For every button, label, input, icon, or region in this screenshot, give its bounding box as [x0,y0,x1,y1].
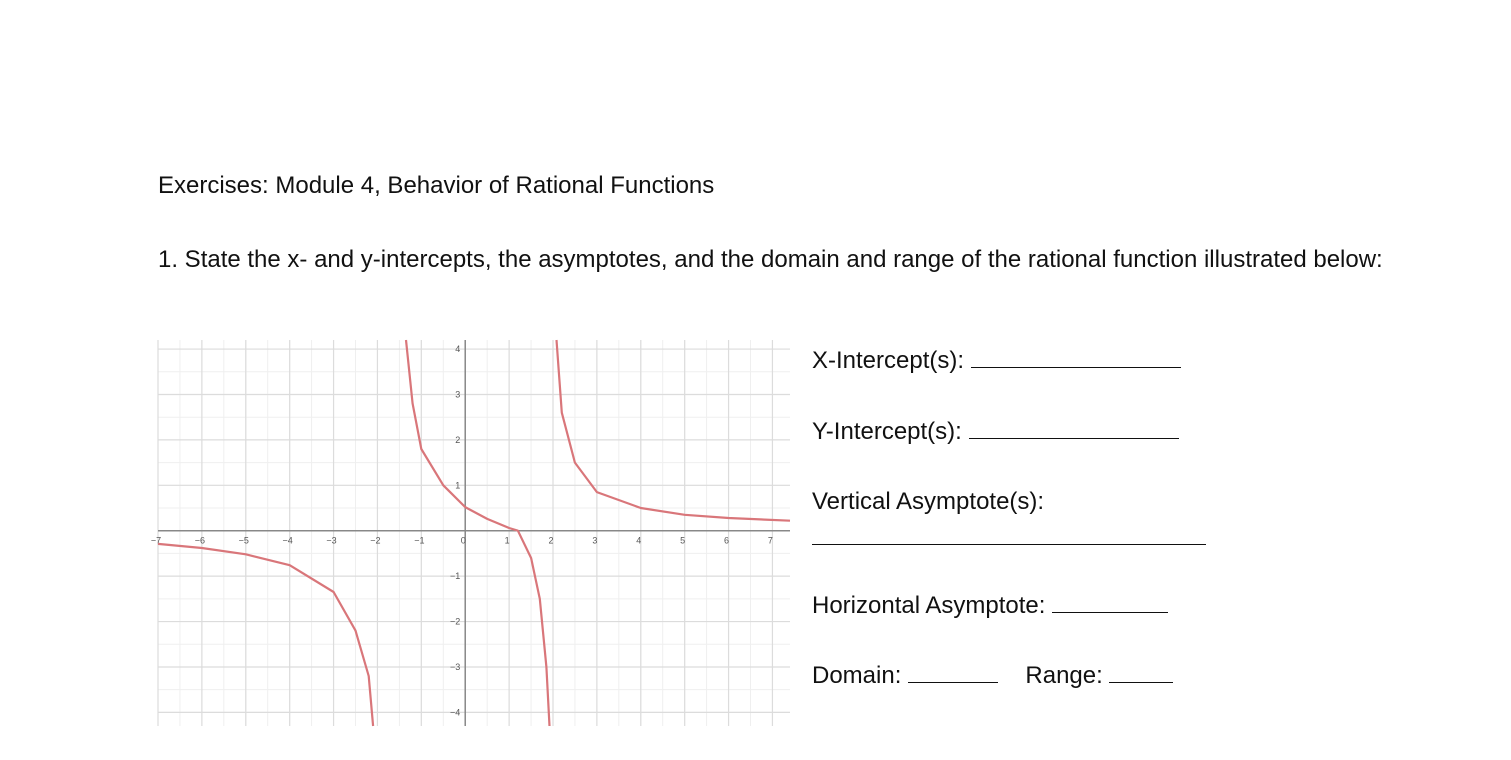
curve-branch-left [158,544,373,726]
x-tick-label: 4 [636,535,642,546]
range-blank[interactable] [1109,662,1173,683]
x-tick-label: −2 [370,535,381,546]
x-tick-label: −4 [282,535,293,546]
y-tick-label: 1 [455,480,461,491]
x-tick-label: 7 [767,535,773,546]
vertical-asymptote-blank[interactable] [812,524,1206,545]
y-tick-label: −1 [449,571,461,582]
curve-branch-middle [406,340,550,726]
y-tick-label: −4 [449,707,461,718]
vertical-asymptote-answer-line [812,524,1206,552]
y-tick-label: −2 [449,616,461,627]
domain-blank[interactable] [908,662,998,683]
x-tick-label: 6 [724,535,730,546]
horizontal-asymptote-label: Horizontal Asymptote: [812,592,1046,619]
x-tick-label: −3 [326,535,337,546]
x-tick-label: −6 [194,535,206,546]
x-tick-label: 2 [548,535,554,546]
y-intercept-field [812,418,1179,446]
x-tick-label: 1 [504,535,510,546]
y-intercept-blank[interactable] [969,418,1179,439]
domain-label: Domain: [812,662,902,689]
graph-svg [150,340,790,726]
worksheet-title: Exercises: Module 4, Behavior of Rational Functions [158,172,715,199]
y-tick-label: −3 [449,661,461,672]
domain-range-field [812,662,1173,690]
y-intercept-label: Y-Intercept(s): [812,418,962,445]
x-intercept-label: X-Intercept(s): [812,347,965,374]
y-tick-label: 4 [455,344,461,355]
horizontal-asymptote-field [812,592,1168,620]
horizontal-asymptote-blank[interactable] [1052,592,1168,613]
y-tick-label: 3 [455,389,461,400]
x-tick-label: −5 [238,535,249,546]
y-tick-label: 2 [455,434,461,445]
range-label: Range: [1025,662,1103,689]
curve-branch-right [557,340,791,521]
x-tick-label: 5 [680,535,686,546]
rational-function-graph [150,340,790,726]
x-intercept-field [812,347,1181,375]
x-tick-label: −1 [414,535,425,546]
x-tick-label: −7 [150,535,162,546]
vertical-asymptote-label: Vertical Asymptote(s): [812,488,1045,515]
x-tick-label: 3 [592,535,598,546]
x-intercept-blank[interactable] [971,347,1181,368]
question-1-text: 1. State the x- and y-intercepts, the asymptotes, and the domain and range of the rational function illustrated below: [158,246,1383,273]
x-tick-label: 0 [460,535,466,546]
vertical-asymptote-field [812,488,1044,516]
